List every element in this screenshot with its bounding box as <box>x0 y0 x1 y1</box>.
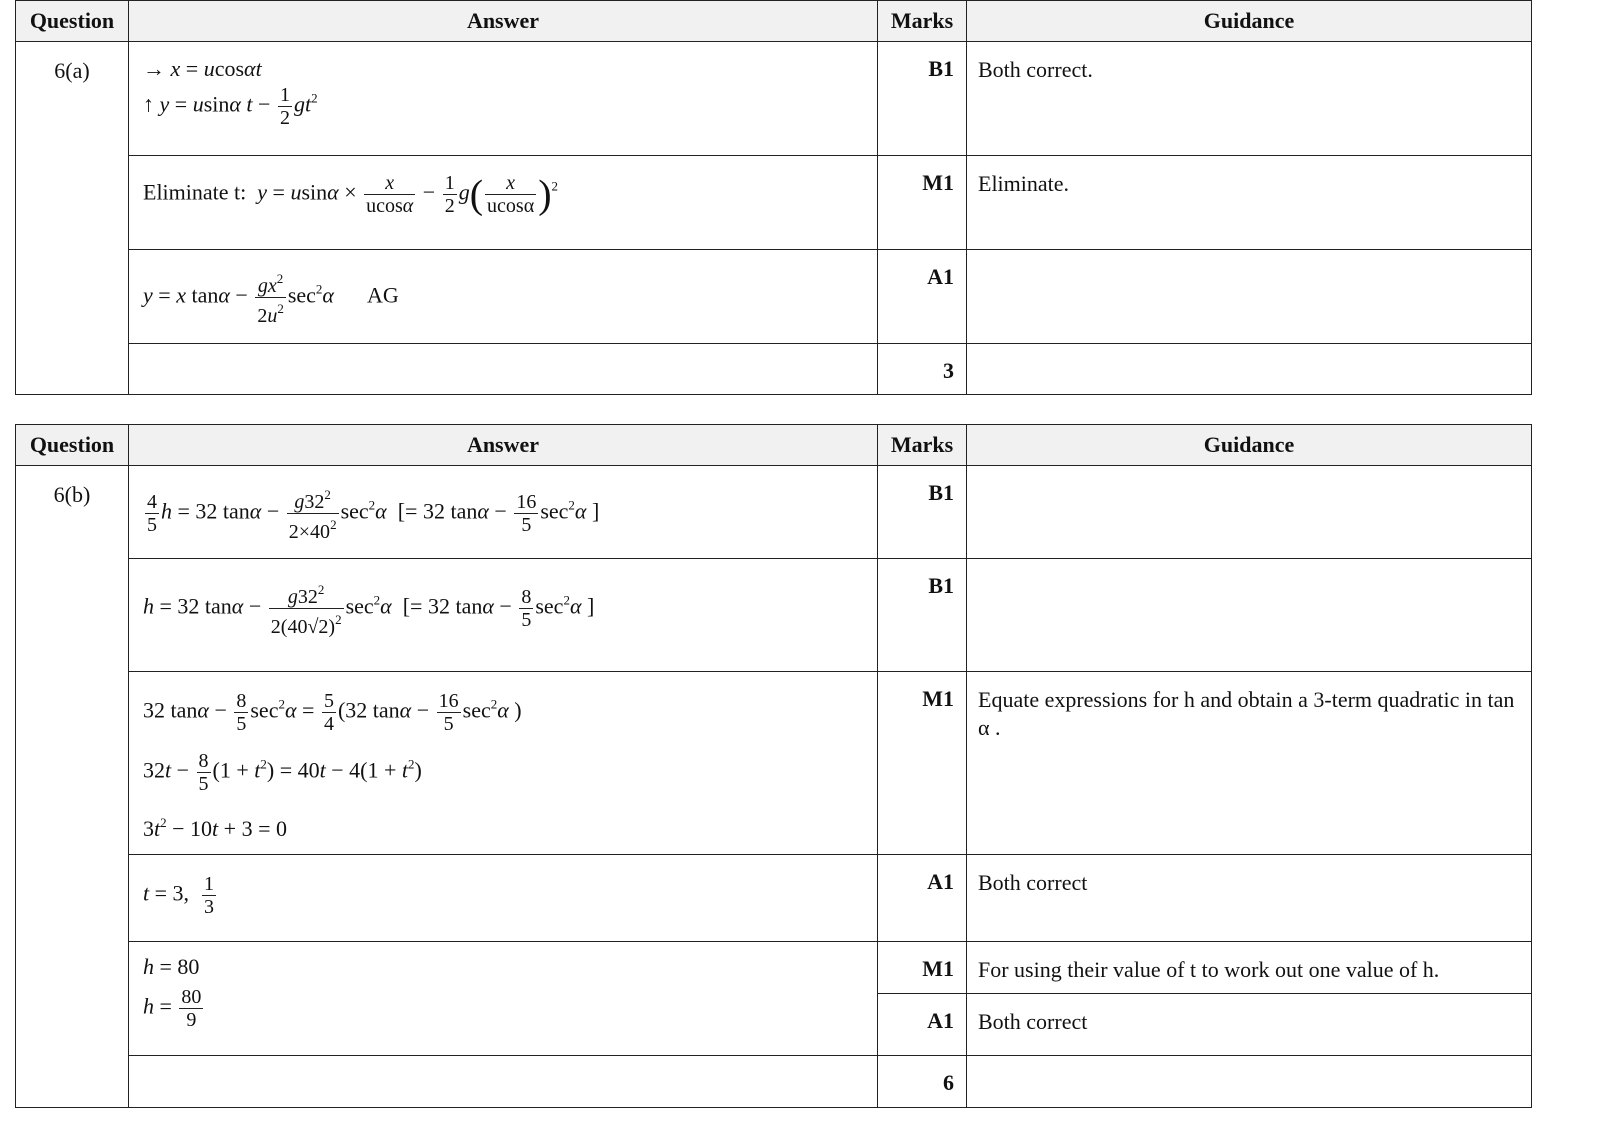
equation-h-80: h = 80 <box>143 954 200 979</box>
answer-cell <box>129 1056 878 1108</box>
mark-value: B1 <box>878 42 967 156</box>
total-marks: 6 <box>878 1056 967 1108</box>
header-answer: Answer <box>129 425 878 466</box>
header-question: Question <box>16 425 129 466</box>
answer-cell <box>129 344 878 395</box>
ag-label: AG <box>366 282 399 308</box>
equation-eliminate: Eliminate t: y = usinα × $\frac{x}{ucos\alpha}$ − $\frac{1}{2}$ g( $\frac{x}{ucos\alpha}$ )$^2$ <box>143 171 559 217</box>
header-marks: Marks <box>878 1 967 42</box>
mark-value: M1 <box>878 942 967 994</box>
guidance-text: Equate expressions for h and obtain a 3-term quadratic in tan α . <box>967 672 1532 855</box>
answer-cell <box>129 42 878 156</box>
answer-cell <box>129 942 878 1056</box>
guidance-text <box>967 250 1532 344</box>
mark-value: A1 <box>878 994 967 1056</box>
mark-value: A1 <box>878 855 967 942</box>
question-label: 6(b) <box>16 466 129 1108</box>
header-marks: Marks <box>878 425 967 466</box>
answer-cell <box>129 466 878 559</box>
answer-cell <box>129 250 878 344</box>
eliminate-label: Eliminate t: <box>143 179 247 205</box>
header-answer: Answer <box>129 1 878 42</box>
guidance-text <box>967 1056 1532 1108</box>
equation-first-height: $\frac{4}{5}$ h = 32 tanα − $\frac{g32^2}{2\times 40^2}$ $\sec^2\alpha$ [= 32 tanα − $\frac{16}{5}$ $\sec^2\alpha$ ] <box>143 484 599 543</box>
answer-cell <box>129 672 878 855</box>
answer-cell <box>129 156 878 250</box>
equation-second-height: h = 32 tanα − $\frac{g32^2}{2(40√2)^2}$ $\sec^2\alpha$ [= 32 tanα − $\frac{8}{5}$ $\sec^2\alpha$ ] <box>143 579 594 638</box>
equation-t-values: t = 3, $\frac{1}{3}$ <box>143 873 215 918</box>
guidance-text <box>967 344 1532 395</box>
question-label: 6(a) <box>16 42 129 395</box>
guidance-text: Both correct <box>967 994 1532 1056</box>
header-guidance: Guidance <box>967 425 1532 466</box>
header-question: Question <box>16 1 129 42</box>
header-guidance: Guidance <box>967 1 1532 42</box>
guidance-text <box>967 466 1532 559</box>
equation-trajectory: y = x tanα − $\frac{gx^2}{2u^2}$ $\sec^2\alpha$ AG <box>143 268 399 327</box>
answer-cell <box>129 559 878 672</box>
mark-value: M1 <box>878 672 967 855</box>
mark-value: B1 <box>878 559 967 672</box>
mark-value: B1 <box>878 466 967 559</box>
answer-cell <box>129 855 878 942</box>
equation-substitute: 32t − $\frac{8}{5}$ $(1 + t^2) = 40t - 4(1 + t^2)$ <box>143 750 422 795</box>
equation-vertical: ↑ y = usinα t − $\frac{1}{2}$ $gt^2$ <box>143 84 318 129</box>
equation-equate: 32 tanα − $\frac{8}{5}$ $\sec^2\alpha$ = $\frac{5}{4}$ (32 tanα − $\frac{16}{5}$ $\sec^2\alpha$ ) <box>143 690 522 735</box>
mark-scheme-table-6b <box>15 424 1532 1108</box>
equation-horizontal: → x = ucosαt <box>143 56 262 81</box>
equation-h-80-over-9: h = $\frac{80}{9}$ <box>143 986 202 1031</box>
guidance-text: Both correct <box>967 855 1532 942</box>
guidance-text: For using their value of t to work out one value of h. <box>967 942 1532 994</box>
equation-quadratic: $3t^2 - 10t + 3 = 0$ <box>143 815 287 841</box>
mark-scheme-table-6a <box>15 0 1532 395</box>
guidance-text <box>967 559 1532 672</box>
mark-value: M1 <box>878 156 967 250</box>
guidance-text: Both correct. <box>967 42 1532 156</box>
mark-value: A1 <box>878 250 967 344</box>
total-marks: 3 <box>878 344 967 395</box>
guidance-text: Eliminate. <box>967 156 1532 250</box>
